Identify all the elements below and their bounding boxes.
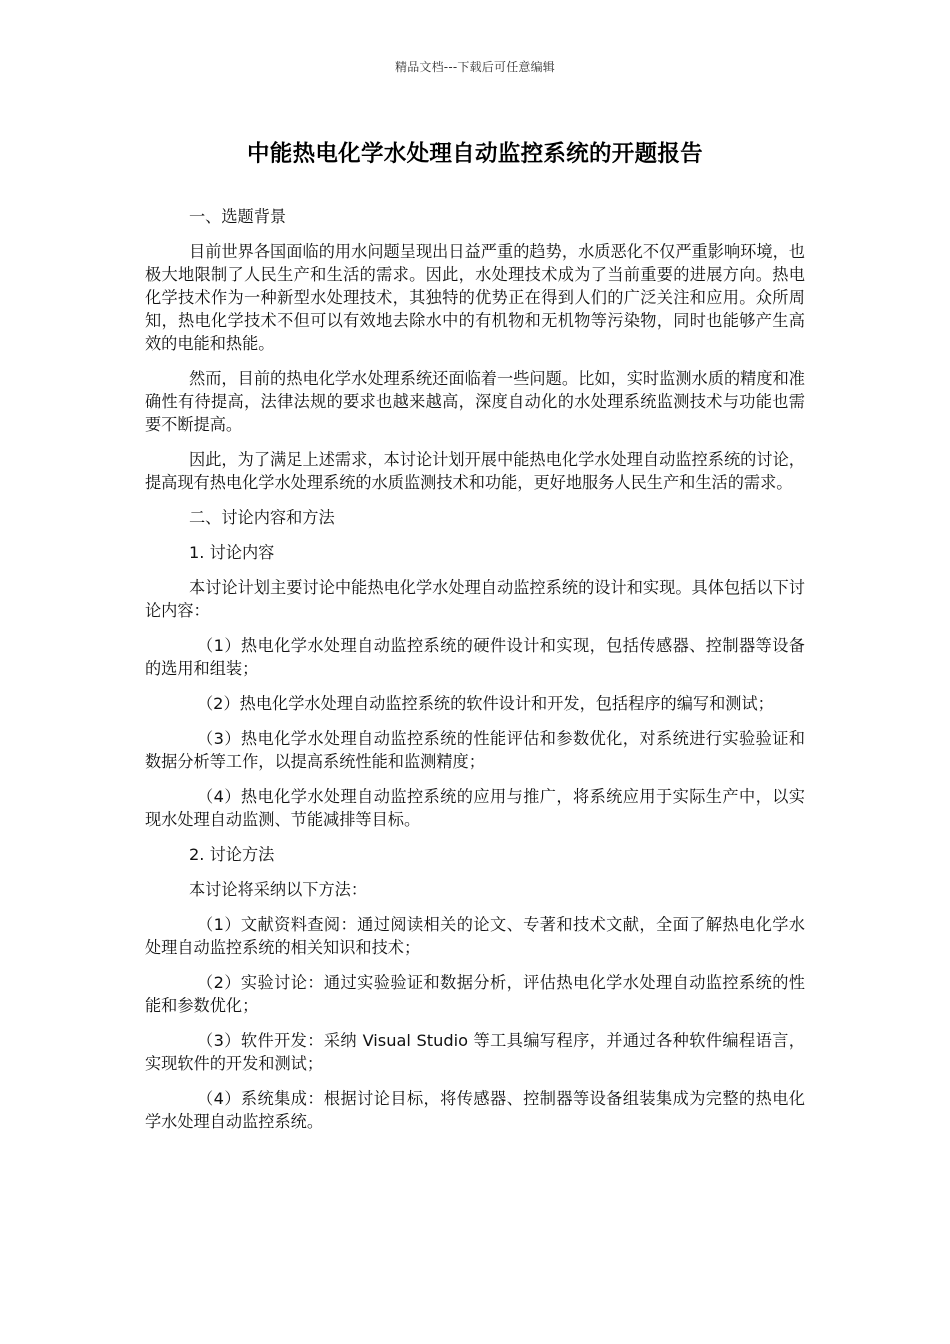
background-paragraph-3: 因此，为了满足上述需求，本讨论计划开展中能热电化学水处理自动监控系统的讨论，提高现有热电化学水处理系统的水质监测技术和功能，更好地服务人民生产和生活的需求。: [145, 450, 805, 492]
content-list-item-1: （1）热电化学水处理自动监控系统的硬件设计和实现，包括传感器、控制器等设备的选用和组装；: [145, 636, 805, 678]
background-paragraph-1: 目前世界各国面临的用水问题呈现出日益严重的趋势，水质恶化不仅严重影响环境，也极大地限制了人民生产和生活的需求。因此，水处理技术成为了当前重要的进展方向。热电化学技术作为一种新型水处理技术，其独特的优势正在得到人们的广泛关注和应用。众所周知，热电化学技术不但可以有效地去除水中的有机物和无机物等污染物，同时也能够产生高效的电能和热能。: [145, 242, 805, 353]
section-heading-content-methods: 二、讨论内容和方法: [189, 508, 335, 527]
section-heading-background: 一、选题背景: [189, 207, 287, 226]
content-list-item-3: （3）热电化学水处理自动监控系统的性能评估和参数优化，对系统进行实验验证和数据分析等工作，以提高系统性能和监测精度；: [145, 729, 805, 771]
background-paragraph-2: 然而，目前的热电化学水处理系统还面临着一些问题。比如，实时监测水质的精度和准确性有待提高，法律法规的要求也越来越高，深度自动化的水处理系统监测技术与功能也需要不断提高。: [145, 369, 805, 434]
content-intro-paragraph: 本讨论计划主要讨论中能热电化学水处理自动监控系统的设计和实现。具体包括以下讨论内容：: [145, 578, 805, 620]
methods-list-item-3: （3）软件开发：采纳 Visual Studio 等工具编写程序，并通过各种软件编程语言，实现软件的开发和测试；: [145, 1031, 805, 1073]
methods-list-item-2: （2）实验讨论：通过实验验证和数据分析，评估热电化学水处理自动监控系统的性能和参数优化；: [145, 973, 805, 1015]
subsection-heading-methods: 2. 讨论方法: [189, 845, 275, 864]
document-title: 中能热电化学水处理自动监控系统的开题报告: [246, 141, 703, 167]
methods-list-item-1: （1）文献资料查阅：通过阅读相关的论文、专著和技术文献，全面了解热电化学水处理自动监控系统的相关知识和技术；: [145, 915, 805, 957]
document-body: [145, 205, 805, 1145]
subsection-heading-content: 1. 讨论内容: [189, 543, 275, 562]
methods-list-item-4: （4）系统集成：根据讨论目标，将传感器、控制器等设备组装集成为完整的热电化学水处理自动监控系统。: [145, 1089, 805, 1131]
content-list-item-2: （2）热电化学水处理自动监控系统的软件设计和开发，包括程序的编写和测试；: [197, 694, 774, 713]
methods-intro-paragraph: 本讨论将采纳以下方法：: [189, 880, 368, 899]
content-list-item-4: （4）热电化学水处理自动监控系统的应用与推广，将系统应用于实际生产中，以实现水处理自动监测、节能减排等目标。: [145, 787, 805, 829]
page-header-watermark: 精品文档---下载后可任意编辑: [395, 60, 555, 74]
